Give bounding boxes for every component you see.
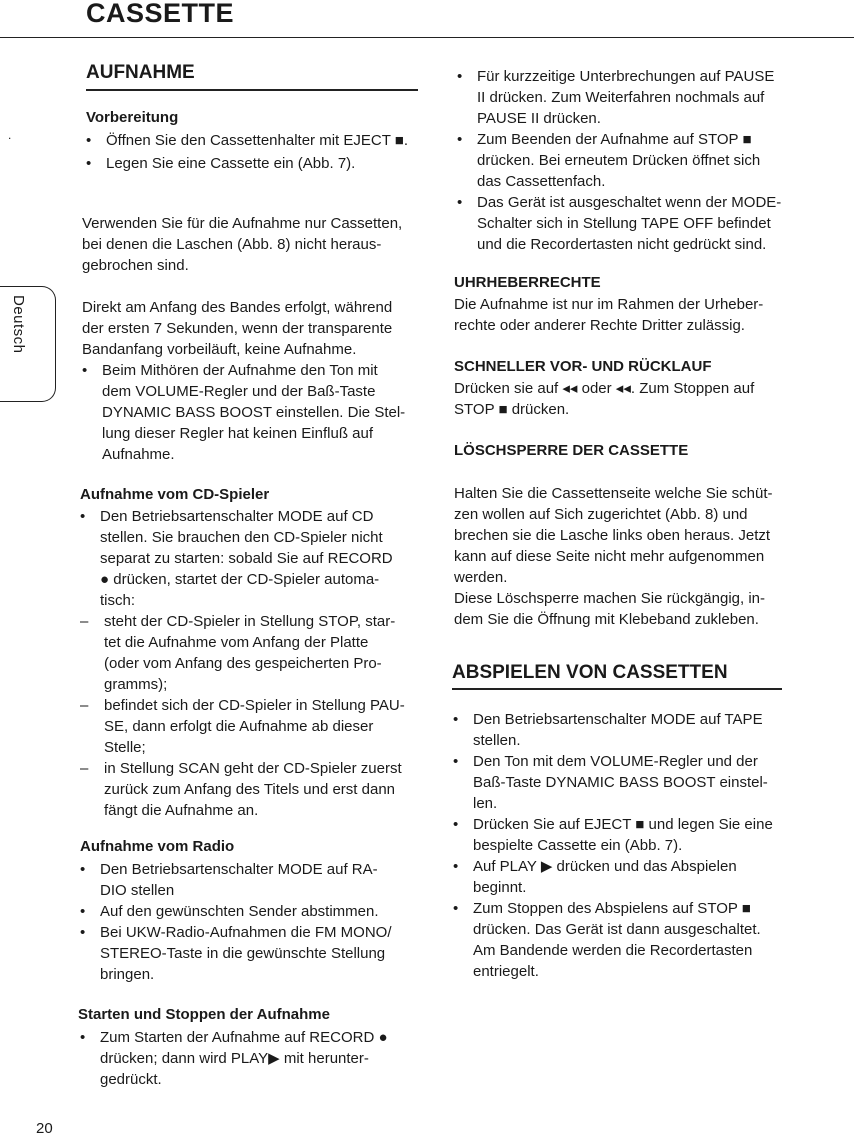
list-item: • Den Betriebsartenschalter MODE auf RA- DIO stellen [80,859,425,901]
text-line: gramms); [104,676,168,693]
text-line: len. [473,795,498,812]
text-line: Bandanfang vorbeiläuft, keine Aufnahme. [82,341,357,358]
list-item: • Zum Stoppen des Abspielens auf STOP ■ drücken. Das Gerät ist dann ausgeschaltet. Am Bandende werden die Recordertasten entriegelt. [453,898,798,982]
subheading-fastforward: SCHNELLER VOR- UND RÜCKLAUF [454,358,712,375]
playback-list [453,709,798,982]
text-line: entriegelt. [473,963,539,980]
section-title-aufnahme: AUFNAHME [86,62,195,83]
text-line: Den Betriebsartenschalter MODE auf TAPE [473,711,763,728]
text-line: Aufnahme. [102,446,175,463]
paragraph-fastforward [454,378,799,420]
text-line: II drücken. Zum Weiterfahren nochmals auf [477,89,765,106]
list-item: • Drücken Sie auf EJECT ■ und legen Sie eine bespielte Cassette ein (Abb. 7). [453,814,798,856]
prep-list [86,130,426,174]
section-rule [86,89,418,91]
text-line: Stelle; [104,739,146,756]
text-line: Beim Mithören der Aufnahme den Ton mit [102,362,378,379]
text-line: SE, dann erfolgt die Aufnahme ab dieser [104,718,374,735]
text-line: fängt die Aufnahme an. [104,802,259,819]
text-line: (oder vom Anfang des gespeicherten Pro- [104,655,382,672]
text-line: PAUSE II drücken. [477,110,601,127]
text-line: Direkt am Anfang des Bandes erfolgt, während [82,299,393,316]
text-line: zen wollen auf Sich zugerichtet (Abb. 8) und [454,506,748,523]
text-line: Zum Stoppen des Abspielens auf STOP ■ [473,900,751,917]
title-rule [0,37,854,38]
list-item: • Das Gerät ist ausgeschaltet wenn der MODE- Schalter sich in Stellung TAPE OFF befindet und die Recordertasten nicht gedrückt sind. [457,192,802,255]
text-line: bespielte Cassette ein (Abb. 7). [473,837,683,854]
text-line: Diese Löschsperre machen Sie rückgängig, in- [454,590,765,607]
list-item: • Den Ton mit dem VOLUME-Regler und der Baß-Taste DYNAMIC BASS BOOST einstel- len. [453,751,798,814]
text-line: gedrückt. [100,1071,162,1088]
list-item: • Öffnen Sie den Cassettenhalter mit EJECT ■. [86,132,408,149]
text-line: stellen. Sie brauchen den CD-Spieler nicht [100,529,383,546]
text-line: stellen. [473,732,521,749]
subheading-copyright: UHRHEBERRECHTE [454,274,601,291]
text-line: und die Recordertasten nicht gedrückt sind. [477,236,767,253]
text-line: in Stellung SCAN geht der CD-Spieler zuerst [104,760,402,777]
list-item: • Zum Beenden der Aufnahme auf STOP ■ drücken. Bei erneutem Drücken öffnet sich das Cassettenfach. [457,129,802,192]
text-line: Baß-Taste DYNAMIC BASS BOOST einstel- [473,774,768,791]
text-line: das Cassettenfach. [477,173,606,190]
text-line: der ersten 7 Sekunden, wenn der transparente [82,320,393,337]
paragraph-band [82,297,427,465]
text-line: drücken; dann wird PLAY▶ mit herunter- [100,1050,369,1067]
text-line: Das Gerät ist ausgeschaltet wenn der MODE- [477,194,782,211]
text-line: DYNAMIC BASS BOOST einstellen. Die Stel- [102,404,406,421]
list-item: • Auf PLAY ▶ drücken und das Abspielen beginnt. [453,856,798,898]
paragraph-cassettes [82,213,427,276]
text-line: werden. [454,569,508,586]
text-line: gebrochen sind. [82,257,189,274]
text-line: DIO stellen [100,882,175,899]
text-line: Drücken Sie auf EJECT ■ und legen Sie eine [473,816,773,833]
text-line: Auf PLAY ▶ drücken und das Abspielen [473,858,737,875]
cd-list [80,506,425,821]
text-line: Die Aufnahme ist nur im Rahmen der Urheber- [454,296,764,313]
text-line: bei denen die Laschen (Abb. 8) nicht heraus- [82,236,382,253]
side-dot: . [8,128,12,142]
list-item: • Den Betriebsartenschalter MODE auf TAPE stellen. [453,709,798,751]
page-title: CASSETTE [86,0,235,28]
list-item: • Beim Mithören der Aufnahme den Ton mit dem VOLUME-Regler und der Baß-Taste DYNAMIC BASS BOOST einstellen. Die Stel- lung dieser Regler hat keinen Einfluß auf Aufnahme. [82,360,427,465]
text-line: STEREO-Taste in die gewünschte Stellung [100,945,386,962]
text-line: rechte oder anderer Rechte Dritter zulässig. [454,317,745,334]
side-tab [0,286,56,402]
text-line: Verwenden Sie für die Aufnahme nur Cassetten, [82,215,403,232]
subheading-radio: Aufnahme vom Radio [80,838,235,855]
text-line: separat zu starten: sobald Sie auf RECORD [100,550,393,567]
paragraph-copyright [454,294,799,336]
text-line: Zum Beenden der Aufnahme auf STOP ■ [477,131,752,148]
right-top-list [457,66,802,255]
text-line: befindet sich der CD-Spieler in Stellung PAU- [104,697,405,714]
text-line: bringen. [100,966,155,983]
text-line: Für kurzzeitige Unterbrechungen auf PAUSE [477,68,775,85]
subheading-cd: Aufnahme vom CD-Spieler [80,486,270,503]
list-item: • Bei UKW-Radio-Aufnahmen die FM MONO/ STEREO-Taste in die gewünschte Stellung bringen. [80,922,425,985]
text-line: Den Ton mit dem VOLUME-Regler und der [473,753,758,770]
text-line: Den Betriebsartenschalter MODE auf CD [100,508,374,525]
text-line: Am Bandende werden die Recordertasten [473,942,753,959]
text-line: drücken. Bei erneutem Drücken öffnet sich [477,152,761,169]
list-item: • Zum Starten der Aufnahme auf RECORD ● drücken; dann wird PLAY▶ mit herunter- gedrückt. [80,1027,425,1090]
side-tab-label: Deutsch [10,295,27,354]
subheading-start: Starten und Stoppen der Aufnahme [78,1006,330,1023]
text-line: Auf den gewünschten Sender abstimmen. [100,903,379,920]
subheading-eraselock: LÖSCHSPERRE DER CASSETTE [454,442,689,459]
text-line: Schalter sich in Stellung TAPE OFF befindet [477,215,771,232]
text-line: Drücken sie auf ◂◂ oder ◂◂. Zum Stoppen auf [454,380,755,397]
section-rule [452,688,782,690]
subheading-vorbereitung: Vorbereitung [86,109,179,126]
text-line: brechen sie die Lasche links oben heraus. Jetzt [454,527,771,544]
text-line: ● drücken, startet der CD-Spieler automa- [100,571,380,588]
page-number: 20 [36,1120,53,1137]
dash-item: – in Stellung SCAN geht der CD-Spieler zuerst zurück zum Anfang des Titels und erst dann fängt die Aufnahme an. [80,758,425,821]
list-item-text: Öffnen Sie den Cassettenhalter mit EJECT ■. [106,132,408,149]
list-item: • Für kurzzeitige Unterbrechungen auf PAUSE II drücken. Zum Weiterfahren nochmals auf PAUSE II drücken. [457,66,802,129]
text-line: Bei UKW-Radio-Aufnahmen die FM MONO/ [100,924,392,941]
list-item: • Den Betriebsartenschalter MODE auf CD stellen. Sie brauchen den CD-Spieler nicht separat zu starten: sobald Sie auf RECORD ● drücken, startet der CD-Spieler automa- tisch: [80,506,425,611]
dash-item: – befindet sich der CD-Spieler in Stellung PAU- SE, dann erfolgt die Aufnahme ab dieser Stelle; [80,695,425,758]
text-line: steht der CD-Spieler in Stellung STOP, star- [104,613,396,630]
text-line: Den Betriebsartenschalter MODE auf RA- [100,861,378,878]
text-line: beginnt. [473,879,527,896]
text-line: STOP ■ drücken. [454,401,570,418]
text-line: kann auf diese Seite nicht mehr aufgenommen [454,548,765,565]
text-line: zurück zum Anfang des Titels und erst dann [104,781,395,798]
text-line: tisch: [100,592,136,609]
text-line: Zum Starten der Aufnahme auf RECORD ● [100,1029,388,1046]
text-line: Halten Sie die Cassettenseite welche Sie schüt- [454,485,773,502]
text-line: dem Sie die Öffnung mit Klebeband zukleben. [454,611,759,628]
radio-list [80,859,425,985]
list-item: • Legen Sie eine Cassette ein (Abb. 7). [86,155,356,172]
start-list [80,1027,425,1090]
list-item: • Auf den gewünschten Sender abstimmen. [80,901,425,922]
text-line: tet die Aufnahme vom Anfang der Platte [104,634,369,651]
list-item-text: Legen Sie eine Cassette ein (Abb. 7). [106,155,356,172]
paragraph-eraselock [454,483,799,630]
text-line: lung dieser Regler hat keinen Einfluß auf [102,425,373,442]
section-title-playback: ABSPIELEN VON CASSETTEN [452,662,728,683]
dash-item: – steht der CD-Spieler in Stellung STOP, star- tet die Aufnahme vom Anfang der Platte (oder vom Anfang des gespeicherten Pro- gramms); [80,611,425,695]
text-line: drücken. Das Gerät ist dann ausgeschaltet. [473,921,761,938]
text-line: dem VOLUME-Regler und der Baß-Taste [102,383,376,400]
